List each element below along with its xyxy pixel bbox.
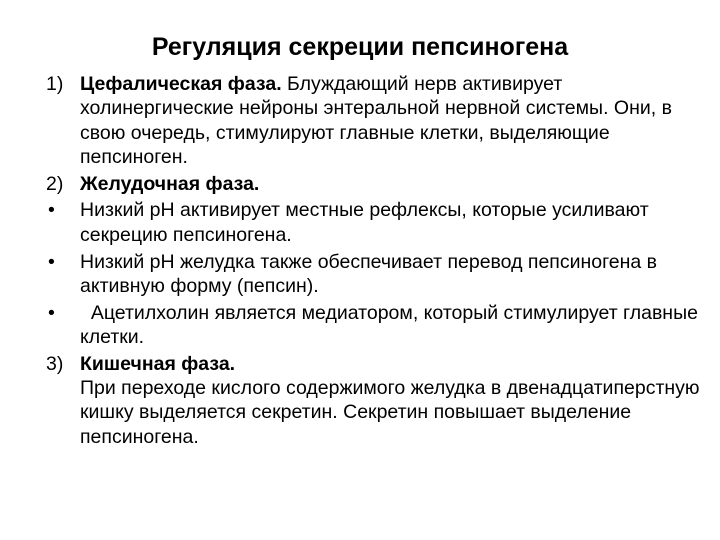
slide-title: Регуляция секреции пепсиногена <box>151 33 569 61</box>
list-item-gastric-phase <box>46 172 706 196</box>
bullet-marker: • <box>48 199 55 222</box>
list-number: 2) <box>46 172 64 195</box>
list-item-bullet-acetylcholine <box>46 301 706 350</box>
item-text: Низкий pH желудка также обеспечивает перевод пепсиногена в активную форму (пепсин). <box>80 250 658 297</box>
list-item-bullet-ph-reflexes <box>46 198 706 247</box>
item-text: Ацетилхолин является медиатором, который стимулирует главные клетки. <box>80 301 704 348</box>
list-number: 3) <box>46 352 64 375</box>
phase-label: Желудочная фаза. <box>80 172 260 195</box>
item-text: Низкий pH активирует местные рефлексы, которые усиливают секрецию пепсиногена. <box>80 199 649 246</box>
list-item-cephalic-phase <box>46 72 706 169</box>
bullet-marker: • <box>48 301 55 324</box>
list-number: 1) <box>46 73 64 95</box>
list-item-intestinal-phase <box>46 352 706 449</box>
bullet-marker: • <box>48 250 55 273</box>
slide-content <box>46 72 706 451</box>
item-text: Блуждающий нерв активирует холинергические нейроны энтеральной нервной системы. Они, в свою очередь, стимулируют главные клетки, выделяющие пепсиноген. <box>80 73 672 168</box>
phase-label: Кишечная фаза. <box>80 352 236 375</box>
list-item-bullet-ph-activation <box>46 250 706 299</box>
intestinal-phase-text: При переходе кислого содержимого желудка в двенадцатиперстную кишку выделяется секретин. Секретин повышает выделение пепсиногена. <box>80 377 700 448</box>
phase-label: Цефалическая фаза. <box>80 73 282 95</box>
